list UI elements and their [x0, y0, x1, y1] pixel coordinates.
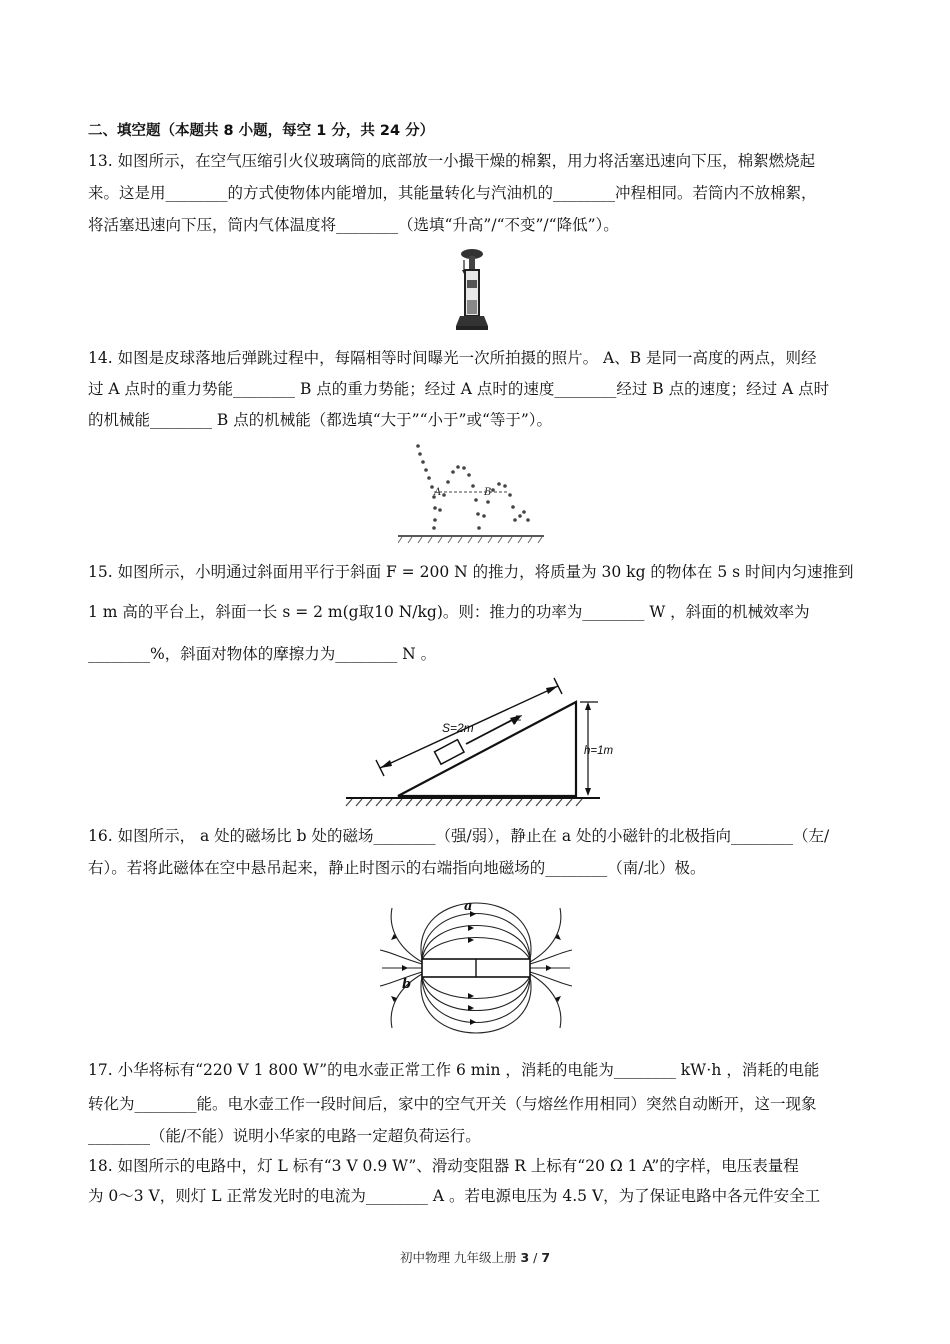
field-point-a-label: a	[464, 899, 473, 914]
f-label: F	[514, 713, 522, 727]
footer-separator: /	[529, 1250, 542, 1265]
bar-magnet-field-figure	[378, 888, 574, 1048]
footer-total-pages: 7	[541, 1250, 551, 1265]
h-label: h=1m	[584, 745, 614, 757]
q13-line-1: 13. 如图所示，在空气压缩引火仪玻璃筒的底部放一小撮干燥的棉絮，用力将活塞迅速向下压，棉絮燃烧起	[88, 152, 816, 170]
q15-line-3: ________%，斜面对物体的摩擦力为________ N 。	[88, 645, 437, 663]
page-footer	[0, 1248, 950, 1266]
s-label: S=2m	[442, 721, 474, 735]
footer-page-number: 3	[520, 1250, 530, 1265]
q17-line-3: ________（能/不能）说明小华家的电路一定超负荷运行。	[88, 1127, 481, 1145]
q15-line-1: 15. 如图所示，小明通过斜面用平行于斜面 F = 200 N 的推力，将质量为 30 kg 的物体在 5 s 时间内匀速推到	[88, 563, 854, 581]
incline-figure	[340, 672, 620, 808]
q15-line-2: 1 m 高的平台上，斜面一长 s = 2 m(g取10 N/kg)。则：推力的功率为________ W ，斜面的机械效率为	[88, 603, 810, 621]
footer-text: 初中物理 九年级上册	[399, 1250, 521, 1265]
q18-line-1: 18. 如图所示的电路中，灯 L 标有“3 V 0.9 W”、滑动变阻器 R 上标有“20 Ω 1 A”的字样，电压表量程	[88, 1157, 799, 1175]
q18-line-2: 为 0～3 V，则灯 L 正常发光时的电流为________ A 。若电源电压为 4.5 V，为了保证电路中各元件安全工	[88, 1187, 821, 1205]
q13-line-2: 来。这是用________的方式使物体内能增加，其能量转化与汽油机的________冲程相同。若筒内不放棉絮，	[88, 184, 817, 202]
q14-line-2: 过 A 点时的重力势能________ B 点的重力势能；经过 A 点时的速度________经过 B 点的速度；经过 A 点时	[88, 380, 830, 398]
point-a-label: A	[434, 487, 442, 498]
q14-line-1: 14. 如图是皮球落地后弹跳过程中，每隔相等时间曝光一次所拍摄的照片。 A、B 是同一高度的两点，则经	[88, 349, 817, 367]
q17-line-2: 转化为________能。电水壶工作一段时间后，家中的空气开关（与熔丝作用相同）突然自动断开，这一现象	[88, 1095, 817, 1113]
point-b-label: B	[484, 487, 492, 498]
fire-syringe-figure	[452, 246, 492, 332]
q13-line-3: 将活塞迅速向下压，筒内气体温度将________（选填“升高”/“不变”/“降低”）。	[88, 216, 619, 234]
q16-line-1: 16. 如图所示， a 处的磁场比 b 处的磁场________（强/弱），静止在 a 处的小磁针的北极指向________（左/	[88, 827, 830, 845]
section-title: 二、填空题（本题共 8 小题，每空 1 分，共 24 分）	[88, 123, 435, 139]
q16-line-2: 右）。若将此磁体在空中悬吊起来，静止时图示的右端指向地磁场的________（南/北）极。	[88, 859, 706, 877]
q14-line-3: 的机械能________ B 点的机械能（都选填“大于”“小于”或“等于”）。	[88, 411, 553, 429]
field-point-b-label: b	[402, 977, 412, 992]
bouncing-ball-figure	[398, 440, 548, 546]
q17-line-1: 17. 小华将标有“220 V 1 800 W”的电水壶正常工作 6 min ，消耗的电能为________ kW⋅h ，消耗的电能	[88, 1061, 820, 1079]
